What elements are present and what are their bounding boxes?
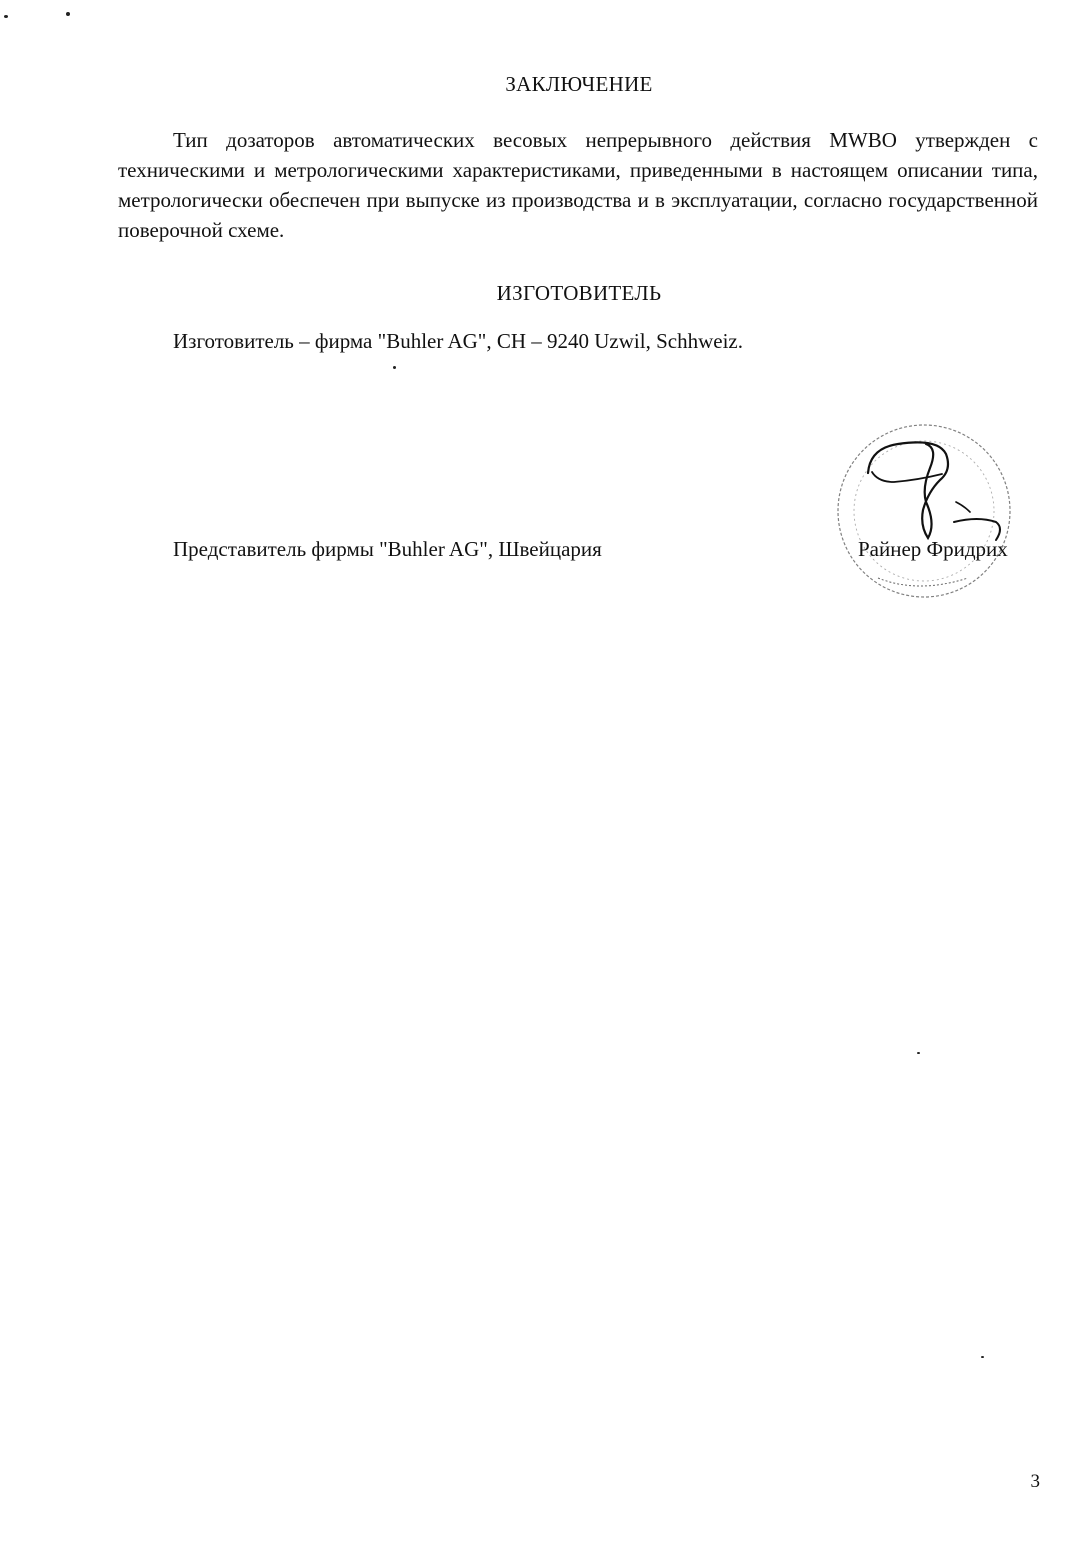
- page-number: 3: [1030, 1471, 1040, 1492]
- scan-speck: [917, 1052, 920, 1054]
- company-seal-with-signature: [828, 418, 1028, 608]
- manufacturer-address: Изготовитель – фирма "Buhler AG", CH – 9240 Uzwil, Schhweiz.: [173, 329, 743, 353]
- conclusion-paragraph: Тип дозаторов автоматических весовых непрерывного действия MWBO утвержден с техническими и метрологическими характеристиками, приведенными в настоящем описании типа, метрологически обеспечен при выпуске из производства и в эксплуатации, согласно государственной поверочной схеме.: [118, 128, 1038, 242]
- scan-speck: [393, 366, 396, 369]
- scan-speck: [66, 12, 70, 16]
- conclusion-heading: ЗАКЛЮЧЕНИЕ: [505, 72, 653, 96]
- signer-name: Райнер Фридрих: [858, 537, 1008, 561]
- scan-speck: [4, 15, 8, 18]
- scan-speck: [981, 1356, 984, 1358]
- representative-line: Представитель фирмы "Buhler AG", Швейцария: [173, 537, 602, 561]
- manufacturer-heading: ИЗГОТОВИТЕЛЬ: [496, 281, 662, 305]
